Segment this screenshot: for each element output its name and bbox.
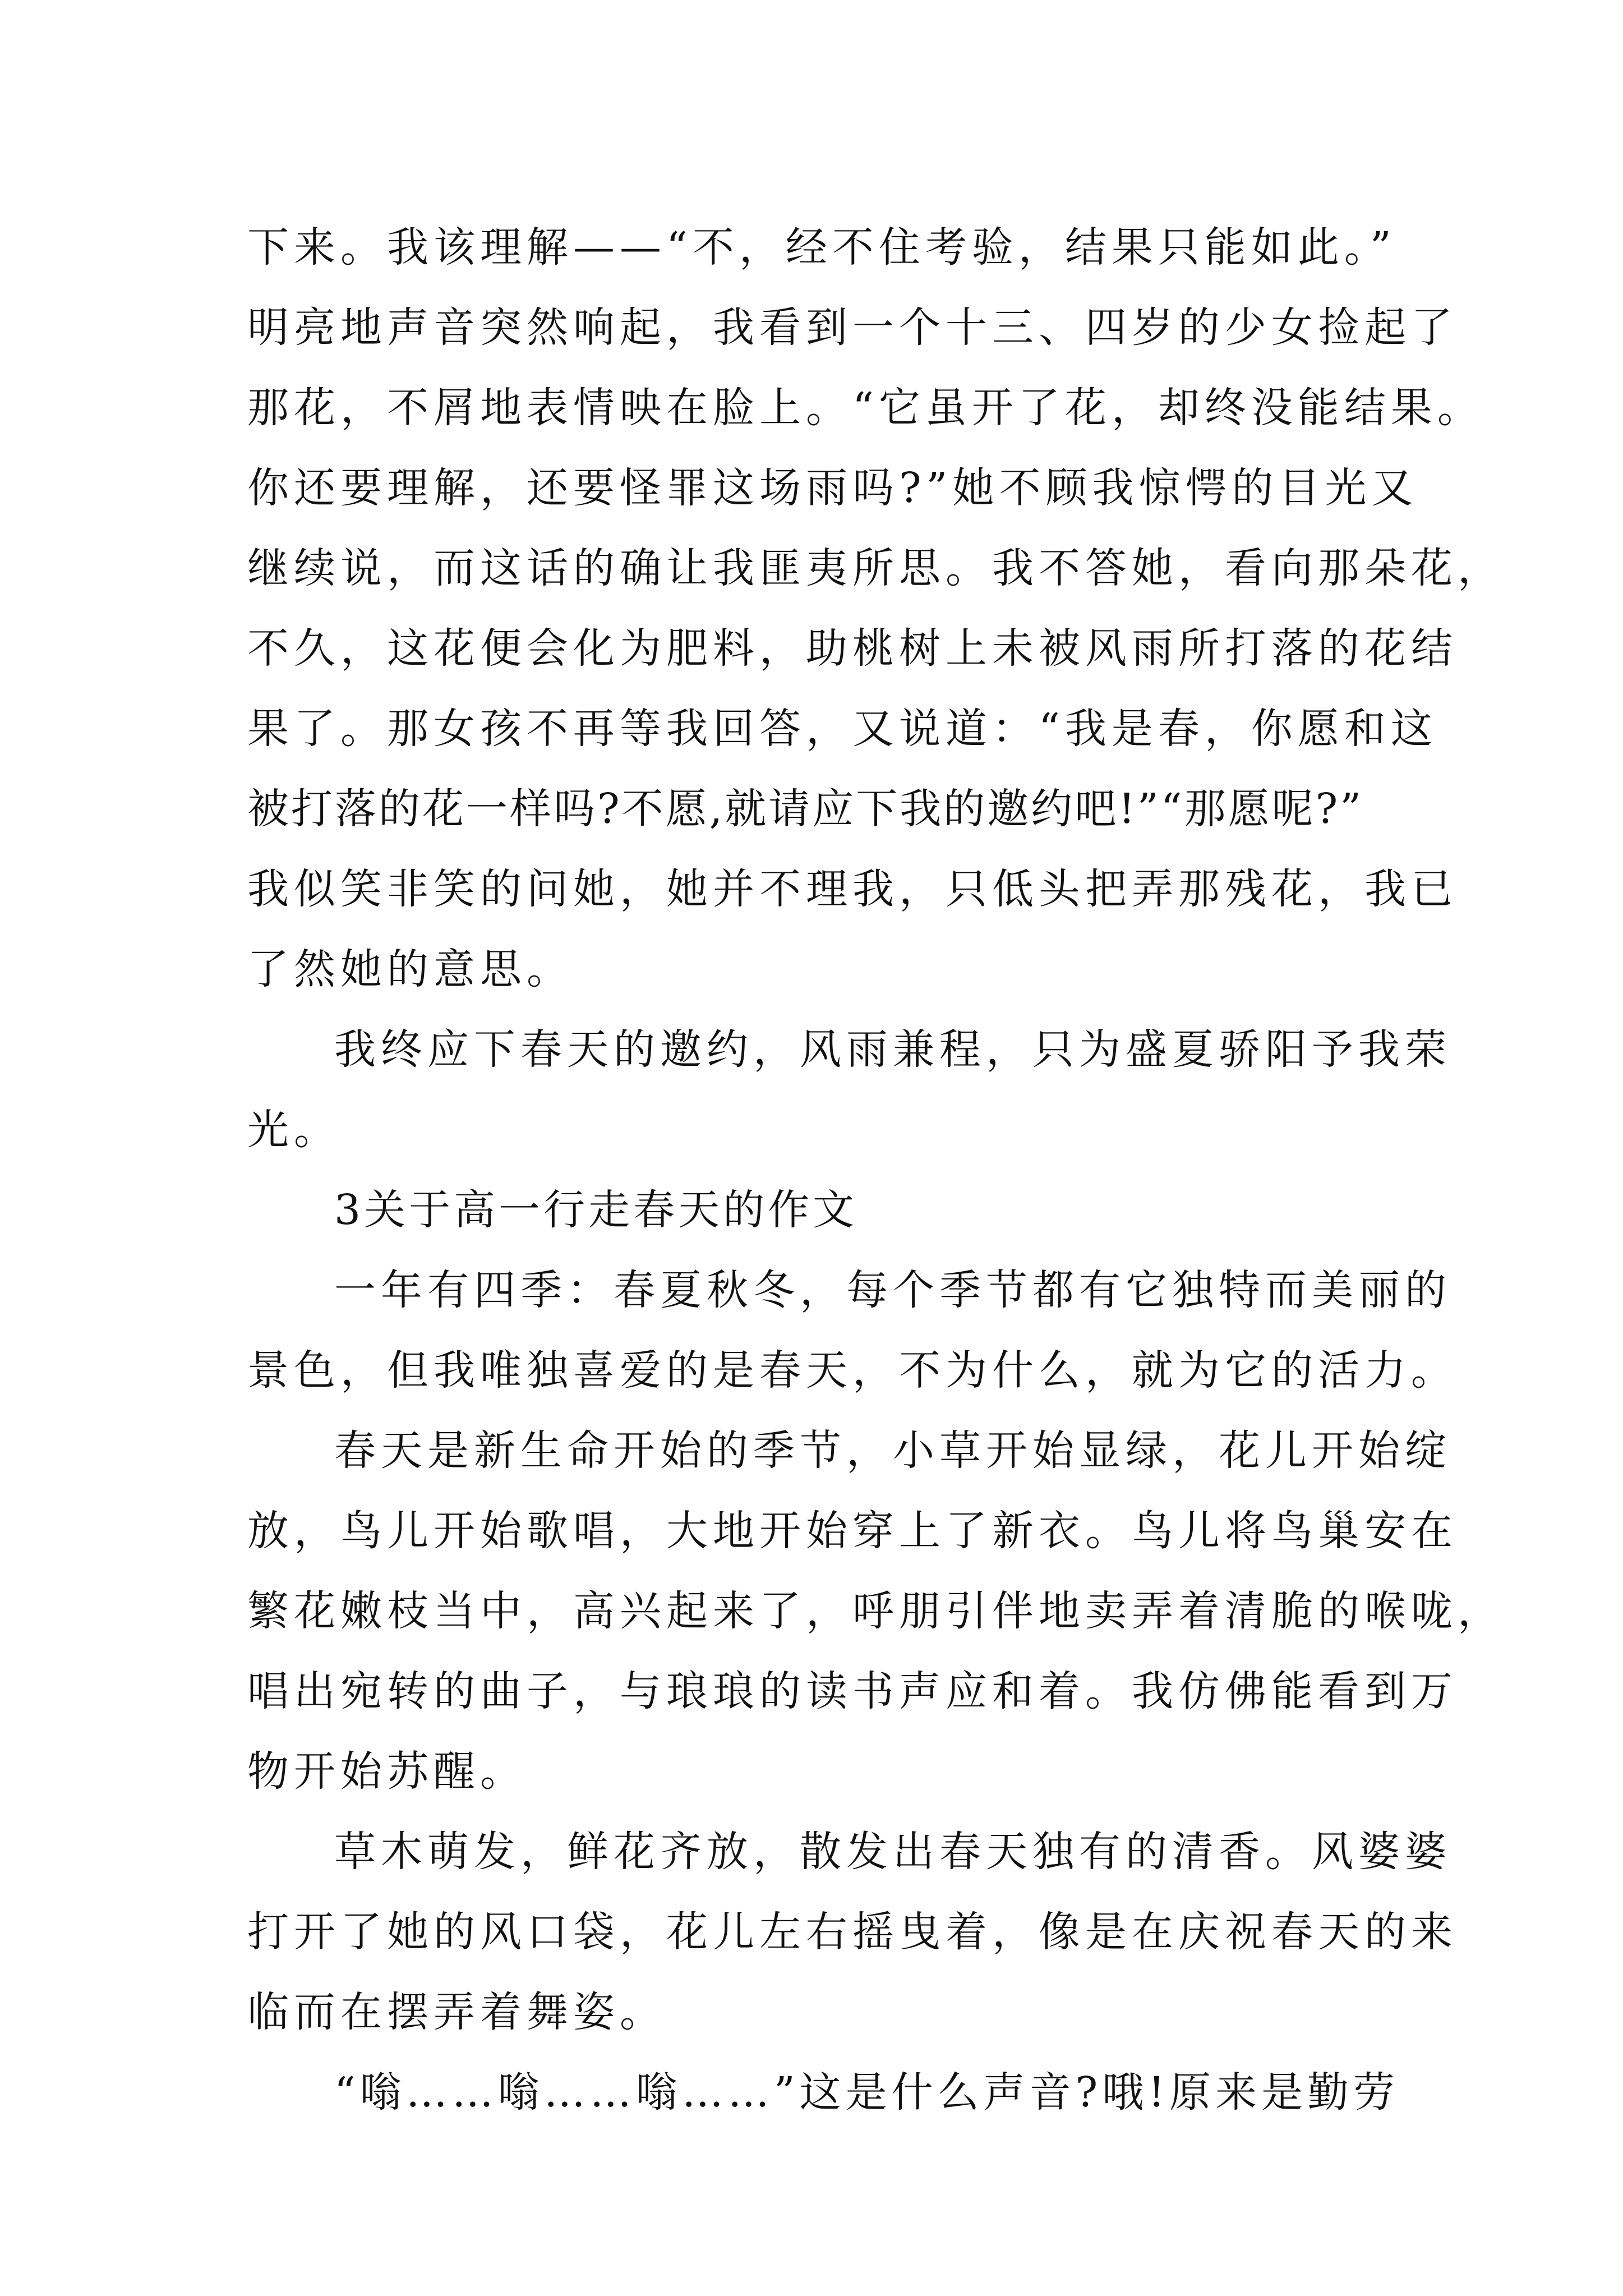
text-line: 了然她的意思。: [247, 945, 573, 993]
text-line: 光。: [247, 1106, 340, 1154]
text-line: 明亮地声音突然响起，我看到一个十三、四岁的少女捡起了: [247, 303, 1458, 352]
paragraph-first-line: “嗡……嗡……嗡……”这是什么声音?哦!原来是勤劳: [334, 2068, 1400, 2116]
text-line: 下来。我该理解——“不，经不住考验，结果只能如此。”: [247, 223, 1396, 272]
text-line: 你还要理解，还要怪罪这场雨吗?”她不顾我惊愕的目光又: [247, 464, 1418, 512]
text-line: 繁花嫩枝当中，高兴起来了，呼朋引伴地卖弄着清脆的喉咙，: [247, 1587, 1504, 1635]
text-line: 果了。那女孩不再等我回答，又说道：“我是春，你愿和这: [247, 705, 1437, 753]
paragraph-first-line: 我终应下春天的邀约，风雨兼程，只为盛夏骄阳予我荣: [334, 1025, 1451, 1074]
text-line: 那花，不屑地表情映在脸上。“它虽开了花，却终没能结果。: [247, 384, 1484, 432]
text-line: 被打落的花一样吗?不愿,就请应下我的邀约吧!”“那愿呢?”: [247, 785, 1364, 833]
text-line: 继续说，而这话的确让我匪夷所思。我不答她，看向那朵花，: [247, 544, 1504, 592]
paragraph-first-line: 一年有四季：春夏秋冬，每个季节都有它独特而美丽的: [334, 1266, 1451, 1314]
text-line: 临而在摆弄着舞姿。: [247, 1988, 666, 2036]
paragraph-first-line: 春天是新生命开始的季节，小草开始显绿，花儿开始绽: [334, 1427, 1451, 1475]
text-line: 打开了她的风口袋，花儿左右摇曳着，像是在庆祝春天的来: [247, 1908, 1458, 1956]
text-line: 放，鸟儿开始歌唱，大地开始穿上了新衣。鸟儿将鸟巢安在: [247, 1507, 1458, 1555]
text-line: 景色，但我唯独喜爱的是春天，不为什么，就为它的活力。: [247, 1346, 1458, 1395]
section-heading: 3关于高一行走春天的作文: [334, 1186, 858, 1234]
text-line: 物开始苏醒。: [247, 1747, 527, 1796]
text-line: 我似笑非笑的问她，她并不理我，只低头把弄那残花，我已: [247, 865, 1458, 913]
text-line: 不久，这花便会化为肥料，助桃树上未被风雨所打落的花结: [247, 624, 1458, 673]
text-line: 唱出宛转的曲子，与琅琅的读书声应和着。我仿佛能看到万: [247, 1667, 1458, 1715]
paragraph-first-line: 草木萌发，鲜花齐放，散发出春天独有的清香。风婆婆: [334, 1828, 1451, 1876]
